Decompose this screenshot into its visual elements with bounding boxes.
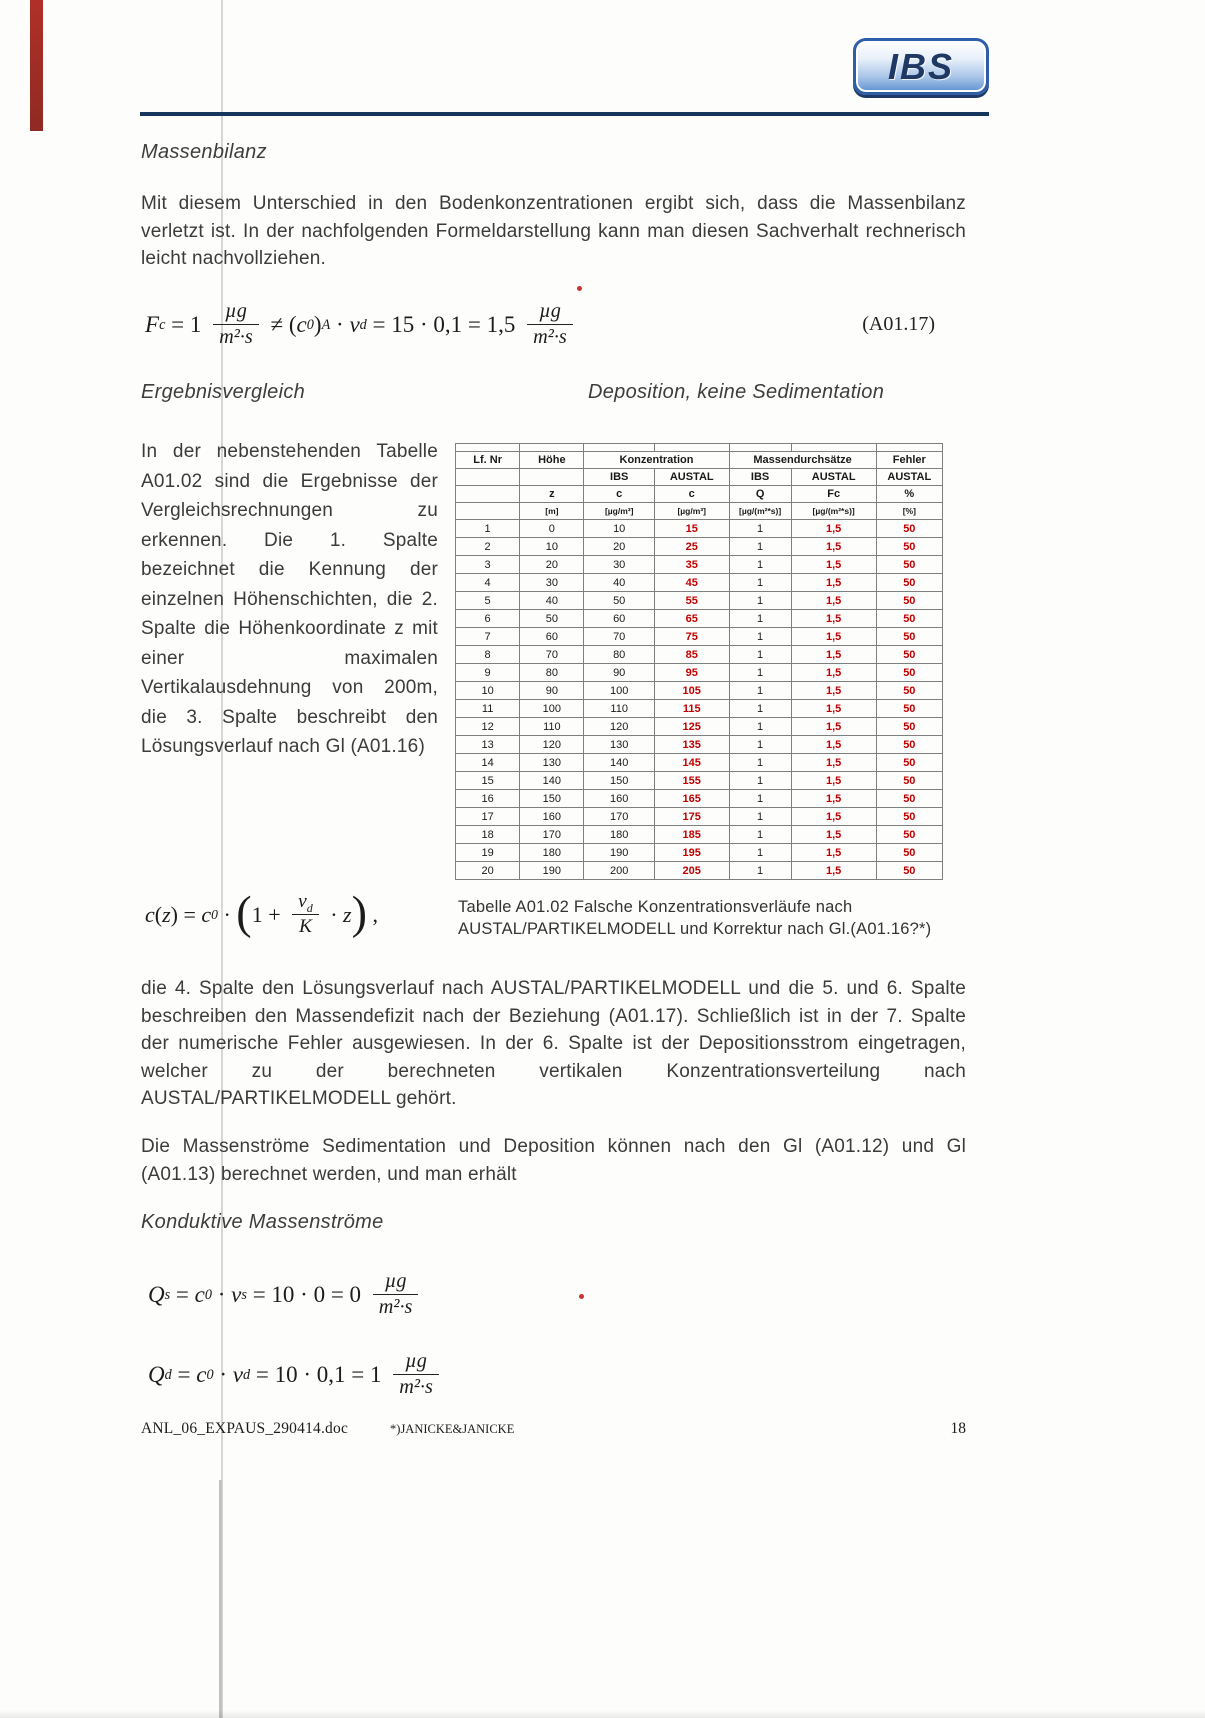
table-cell: 1,5: [791, 556, 876, 574]
table-cell: 40: [520, 592, 584, 610]
table-cell: 1: [729, 610, 791, 628]
results-table: [455, 443, 943, 880]
table-cell: 50: [876, 862, 942, 880]
table-cell: 1,5: [791, 808, 876, 826]
table-cell: 60: [520, 628, 584, 646]
table-row: [456, 592, 943, 610]
table-cell: 1: [729, 808, 791, 826]
table-empty-cell: [520, 469, 584, 486]
table-cell: 1,5: [791, 700, 876, 718]
table-symbol-row: [456, 486, 943, 503]
table-cell: 80: [520, 664, 584, 682]
table-cell: 1,5: [791, 754, 876, 772]
paragraph-intro: Mit diesem Unterschied in den Bodenkonzentrationen ergibt sich, dass die Massenbilanz verletzt ist. In der nachfolgenden Formeldarstellung kann man diesen Sachverhalt rechnerisch leicht nachvollziehen.: [141, 193, 966, 269]
table-cell: 1: [729, 520, 791, 538]
table-cell: 70: [584, 628, 654, 646]
paragraph-below-table: die 4. Spalte den Lösungsverlauf nach AUSTAL/PARTIKELMODELL und die 5. und 6. Spalte beschreiben den Massendefizit nach der Beziehung (A01.17). Schließlich ist in der 7. Spalte der numerische Fehler ausgewiesen. In der 6. Spalte ist der Depositionsstrom eingetragen, welcher zu der berechneten vertikalen Konzentrationsverteilung nach AUSTAL/PARTIKELMODELL gehört.: [141, 978, 966, 1109]
table-cell: 13: [456, 736, 520, 754]
table-cell: 55: [654, 592, 729, 610]
table-cell: 50: [876, 574, 942, 592]
table-cell: 2: [456, 538, 520, 556]
table-cell: 30: [520, 574, 584, 592]
formula-qd: Q d = c 0 · v d = 10 · 0,1 = 1 $\frac{\text{µg}}{\text{m²·s}}$: [148, 1350, 445, 1400]
table-cell: 8: [456, 646, 520, 664]
table-cell: 50: [876, 610, 942, 628]
table-cell: 6: [456, 610, 520, 628]
table-cell: 180: [520, 844, 584, 862]
table-top-row: [456, 444, 943, 452]
table-cell: 1,5: [791, 538, 876, 556]
unit-m: [m]: [520, 503, 584, 520]
table-cell: 90: [584, 664, 654, 682]
table-cell: 1: [729, 736, 791, 754]
table-cell: 190: [584, 844, 654, 862]
table-cell: 20: [584, 538, 654, 556]
unit-percent: [%]: [876, 503, 942, 520]
table-cell: 50: [876, 628, 942, 646]
table-cell: 1,5: [791, 736, 876, 754]
table-cell: 1,5: [791, 574, 876, 592]
table-cell: 50: [876, 754, 942, 772]
table-cell: 170: [584, 808, 654, 826]
table-cell: 1,5: [791, 718, 876, 736]
table-cell: 1: [729, 826, 791, 844]
table-cell: 1: [729, 646, 791, 664]
table-cell: 1,5: [791, 610, 876, 628]
unit-ugm3-1: [µg/m³]: [584, 503, 654, 520]
table-cell: 50: [876, 538, 942, 556]
table-cell: 65: [654, 610, 729, 628]
footer-filename: ANL_06_EXPAUS_290414.doc: [141, 1420, 349, 1437]
table-cell: 1,5: [791, 592, 876, 610]
table-cell: 10: [584, 520, 654, 538]
table-cell: 1: [729, 682, 791, 700]
table-cell: 80: [584, 646, 654, 664]
table-cell: 1: [729, 664, 791, 682]
unit-ugm2s-2: [µg/(m²*s)]: [791, 503, 876, 520]
table-cell: 1: [729, 790, 791, 808]
table-cell: 190: [520, 862, 584, 880]
symbol-percent: %: [876, 486, 942, 503]
table-cell: 1: [729, 754, 791, 772]
table-cell: 145: [654, 754, 729, 772]
table-cell: 50: [876, 844, 942, 862]
heading-konduktive: Konduktive Massenströme: [141, 1211, 384, 1233]
table-cell: 1: [729, 844, 791, 862]
table-cell: 11: [456, 700, 520, 718]
table-cell: 50: [876, 700, 942, 718]
ibs-logo-text: IBS: [887, 45, 954, 87]
table-cell: 110: [520, 718, 584, 736]
table-row: [456, 826, 943, 844]
table-row: [456, 790, 943, 808]
table-cell: 1,5: [791, 826, 876, 844]
table-cell: 50: [876, 646, 942, 664]
table-cell: 1: [729, 574, 791, 592]
header-rule: [140, 112, 989, 116]
table-cell: 1: [729, 772, 791, 790]
table-row: [456, 736, 943, 754]
table-cell: 155: [654, 772, 729, 790]
table-row: [456, 862, 943, 880]
table-cell: 1: [456, 520, 520, 538]
table-cell: 1: [729, 700, 791, 718]
table-row: [456, 610, 943, 628]
table-cell: 15: [654, 520, 729, 538]
table-cell: 50: [876, 682, 942, 700]
table-cell: 170: [520, 826, 584, 844]
table-cell: 50: [520, 610, 584, 628]
table-cell: 200: [584, 862, 654, 880]
heading-ergebnisvergleich: Ergebnisvergleich: [141, 381, 306, 403]
table-row: [456, 556, 943, 574]
table-cell: 1,5: [791, 664, 876, 682]
symbol-q: Q: [729, 486, 791, 503]
table-cell: 185: [654, 826, 729, 844]
table-row: [456, 772, 943, 790]
table-cell: 40: [584, 574, 654, 592]
table-cell: 19: [456, 844, 520, 862]
formula-qs: Q s = c 0 · v s = 10 · 0 = 0 $\frac{\text{µg}}{\text{m²·s}}$: [148, 1270, 424, 1320]
table-cell: 130: [520, 754, 584, 772]
table-cell: 70: [520, 646, 584, 664]
table-empty-cell: [456, 469, 520, 486]
symbol-c1: c: [584, 486, 654, 503]
table-cell: 20: [520, 556, 584, 574]
table-cell: 165: [654, 790, 729, 808]
table-cell: 120: [584, 718, 654, 736]
table-cell: 25: [654, 538, 729, 556]
table-cell: 60: [584, 610, 654, 628]
page-footer: [141, 1420, 966, 1438]
table-cell: 50: [876, 790, 942, 808]
table-cell: 160: [584, 790, 654, 808]
table-cell: 16: [456, 790, 520, 808]
col-header-massendurchsaetze: Massendurchsätze: [729, 452, 876, 469]
col-header-lfnr: Lf. Nr: [456, 452, 520, 469]
table-cell: 15: [456, 772, 520, 790]
table-cell: 1: [729, 556, 791, 574]
source-ibs-q: IBS: [729, 469, 791, 486]
table-cell: 50: [876, 718, 942, 736]
table-cell: 12: [456, 718, 520, 736]
table-caption: Tabelle A01.02 Falsche Konzentrationsverläufe nach AUSTAL/PARTIKELMODELL und Korrektur nach Gl.(A01.16?*): [458, 898, 932, 938]
paragraph-massenstroeme: Die Massenströme Sedimentation und Deposition können nach den Gl (A01.12) und Gl (A01.13) berechnet werden, und man erhält: [141, 1136, 966, 1185]
formula-qd-row: [148, 1350, 445, 1400]
table-source-row: [456, 469, 943, 486]
table-units-row: [456, 503, 943, 520]
table-row: [456, 808, 943, 826]
table-cell: 50: [876, 808, 942, 826]
table-cell: 115: [654, 700, 729, 718]
source-austal-p: AUSTAL: [876, 469, 942, 486]
table-cell: 1,5: [791, 520, 876, 538]
symbol-z: z: [520, 486, 584, 503]
table-cell: 1,5: [791, 862, 876, 880]
table-cell: 50: [584, 592, 654, 610]
results-table-wrap: [455, 443, 943, 880]
table-cell: 1: [729, 628, 791, 646]
table-cell: 50: [876, 736, 942, 754]
table-cell: 130: [584, 736, 654, 754]
table-cell: 135: [654, 736, 729, 754]
heading-deposition: Deposition, keine Sedimentation: [588, 381, 885, 403]
scan-bottom-shadow: [0, 1710, 1205, 1718]
table-cell: 85: [654, 646, 729, 664]
table-cell: 10: [520, 538, 584, 556]
table-cell: 9: [456, 664, 520, 682]
table-cell: 45: [654, 574, 729, 592]
source-austal-fc: AUSTAL: [791, 469, 876, 486]
table-cell: 180: [584, 826, 654, 844]
table-cell: 140: [584, 754, 654, 772]
table-cell: 1,5: [791, 772, 876, 790]
table-cell: 110: [584, 700, 654, 718]
ibs-logo: [853, 38, 989, 95]
table-row: [456, 520, 943, 538]
paragraph-left-column: In der nebenstehenden Tabelle A01.02 sind die Ergebnisse der Vergleichsrechnungen zu erkennen. Die 1. Spalte bezeichnet die Kennung der einzelnen Höhenschichten, die 2. Spalte die Höhenkoordinate z mit einer maximalen Vertikalausdehnung von 200m, die 3. Spalte beschreibt den Lösungsverlauf nach Gl (A01.16): [141, 441, 438, 757]
table-cell: 95: [654, 664, 729, 682]
table-cell: 1: [729, 718, 791, 736]
symbol-fc: Fc: [791, 486, 876, 503]
table-cell: 3: [456, 556, 520, 574]
table-cell: 14: [456, 754, 520, 772]
table-cell: 1: [729, 862, 791, 880]
table-cell: 205: [654, 862, 729, 880]
table-row: [456, 664, 943, 682]
table-row: [456, 700, 943, 718]
scan-speck: [579, 1294, 584, 1299]
table-cell: 10: [456, 682, 520, 700]
table-cell: 100: [520, 700, 584, 718]
table-row: [456, 844, 943, 862]
table-cell: 50: [876, 772, 942, 790]
table-row: [456, 628, 943, 646]
footer-page-number: 18: [950, 1420, 966, 1437]
table-row: [456, 574, 943, 592]
formula-cz-row: [145, 886, 378, 939]
formula-a0117: F c = 1 $\frac{\text{µg}}{\text{m²·s}}$ ≠ ( c 0 ) A · v d = 15 · 0,1 = 1,5 $\frac{\text{µg}}{\text{m²·s}}$: [145, 300, 579, 350]
table-cell: 75: [654, 628, 729, 646]
table-row: [456, 718, 943, 736]
table-row: [456, 538, 943, 556]
table-cell: 100: [584, 682, 654, 700]
table-cell: 5: [456, 592, 520, 610]
scan-red-mark: [30, 0, 43, 131]
table-cell: 50: [876, 826, 942, 844]
table-cell: 105: [654, 682, 729, 700]
scan-speck: [577, 286, 582, 291]
table-cell: 1,5: [791, 682, 876, 700]
table-cell: 50: [876, 592, 942, 610]
heading-massenbilanz: Massenbilanz: [141, 141, 267, 163]
table-cell: 175: [654, 808, 729, 826]
table-cell: 1,5: [791, 628, 876, 646]
table-cell: 1: [729, 538, 791, 556]
table-cell: 1,5: [791, 844, 876, 862]
table-cell: 195: [654, 844, 729, 862]
table-group-header-row: [456, 452, 943, 469]
table-cell: 120: [520, 736, 584, 754]
table-cell: 0: [520, 520, 584, 538]
table-row: [456, 646, 943, 664]
footer-note: *)JANICKE&JANICKE: [390, 1422, 515, 1436]
table-cell: 140: [520, 772, 584, 790]
table-cell: 20: [456, 862, 520, 880]
results-table-body: [456, 520, 943, 880]
table-cell: 35: [654, 556, 729, 574]
table-cell: 18: [456, 826, 520, 844]
unit-ugm2s-1: [µg/(m²*s)]: [729, 503, 791, 520]
unit-ugm3-2: [µg/m³]: [654, 503, 729, 520]
table-cell: 30: [584, 556, 654, 574]
table-cell: 50: [876, 664, 942, 682]
formula-a0117-tag: (A01.17): [862, 313, 935, 336]
col-header-fehler: Fehler: [876, 452, 942, 469]
table-cell: 1,5: [791, 646, 876, 664]
table-row: [456, 682, 943, 700]
table-cell: 1,5: [791, 790, 876, 808]
symbol-c2: c: [654, 486, 729, 503]
table-empty-cell: [456, 503, 520, 520]
table-cell: 160: [520, 808, 584, 826]
table-cell: 150: [584, 772, 654, 790]
table-cell: 90: [520, 682, 584, 700]
table-cell: 125: [654, 718, 729, 736]
table-cell: 7: [456, 628, 520, 646]
table-cell: 4: [456, 574, 520, 592]
col-header-konzentration: Konzentration: [584, 452, 729, 469]
table-row: [456, 754, 943, 772]
formula-qs-row: [148, 1270, 424, 1320]
table-empty-cell: [456, 486, 520, 503]
table-cell: 150: [520, 790, 584, 808]
col-header-hoehe: Höhe: [520, 452, 584, 469]
table-cell: 17: [456, 808, 520, 826]
formula-cz: c ( z ) = c 0 · ( 1 + $\frac{v_d}{K}$ · z ) ,: [145, 886, 378, 938]
table-cell: 50: [876, 556, 942, 574]
table-cell: 1: [729, 592, 791, 610]
formula-a0117-row: [145, 300, 935, 350]
scan-crease-bottom: [219, 1480, 222, 1718]
source-ibs-c: IBS: [584, 469, 654, 486]
source-austal-c: AUSTAL: [654, 469, 729, 486]
table-cell: 50: [876, 520, 942, 538]
